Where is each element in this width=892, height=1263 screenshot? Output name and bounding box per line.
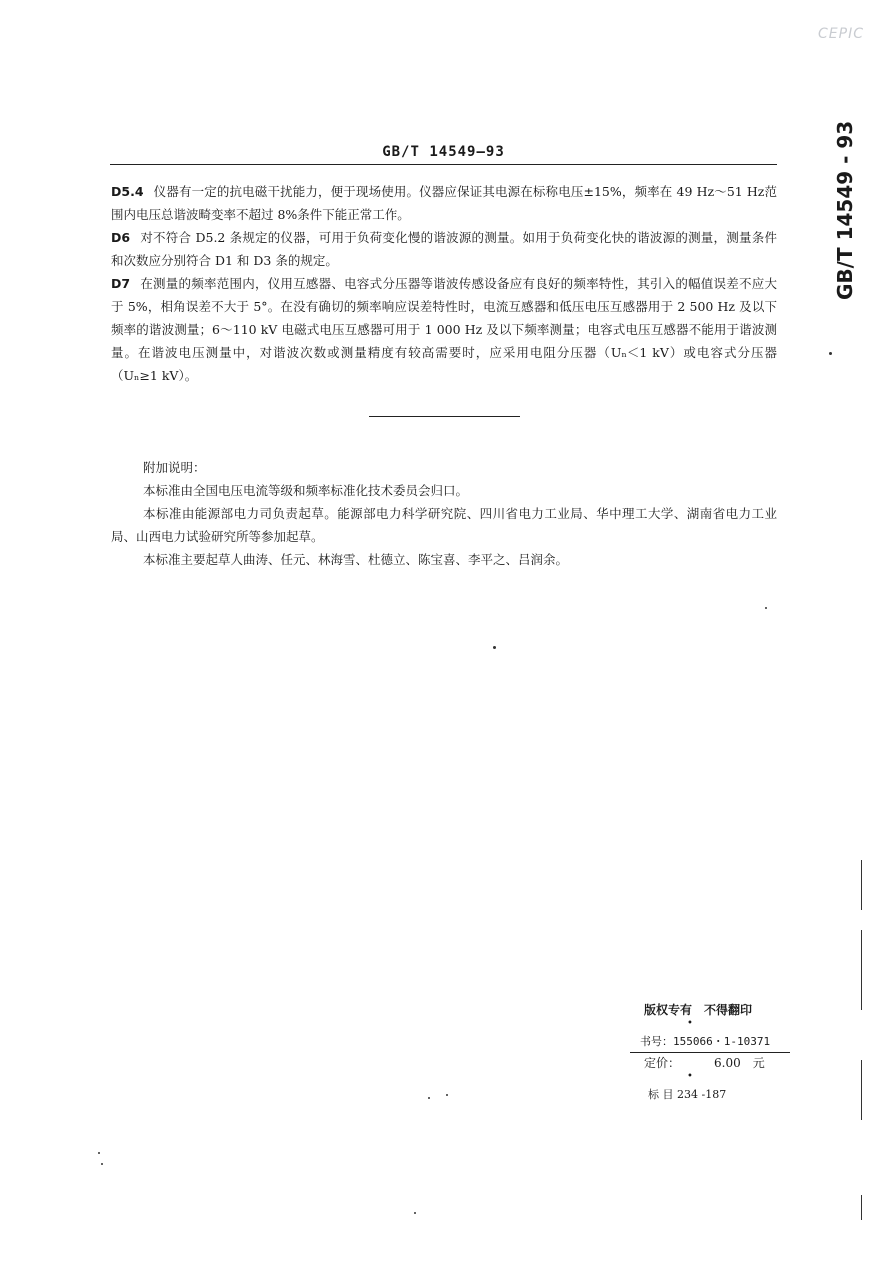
side-standard-label: GB/T 14549 - 93	[833, 120, 857, 300]
clause-text: 对不符合 D5.2 条规定的仪器，可用于负荷变化慢的谐波源的测量。如用于负荷变化快的谐波源的测量，测量条件和次数应分别符合 D1 和 D3 条的规定。	[111, 230, 777, 268]
clause-number: D7	[111, 276, 131, 291]
scan-edge-mark	[861, 860, 862, 910]
clause-text: 仪器有一定的抗电磁干扰能力，便于现场使用。仪器应保证其电源在标称电压±15%，频率在 49 Hz～51 Hz范围内电压总谐波畸变率不超过 8%条件下能正常工作。	[111, 184, 777, 222]
scan-speck	[414, 1212, 416, 1214]
scan-speck	[829, 352, 832, 355]
note-paragraph: 本标准主要起草人曲涛、任元、林海雪、杜德立、陈宝喜、李平之、吕润余。	[143, 552, 569, 567]
catalog-number: 标 目 234 -187	[648, 1088, 727, 1101]
clause-d6	[111, 226, 777, 272]
book-number: 书号：155066・1-10371	[630, 1032, 790, 1053]
separator-dot: •	[687, 1018, 693, 1029]
scan-speck	[493, 646, 496, 649]
scan-edge-mark	[861, 1195, 862, 1220]
clause-text: 在测量的频率范围内，仪用互感器、电容式分压器等谐波传感设备应有良好的频率特性，其引入的幅值误差不应大于 5%，相角误差不大于 5°。在没有确切的频率响应误差特性时，电流互感器和低压电压互感器用于 2 500 Hz 及以下频率的谐波测量；6～110 kV 电磁式电压互感器可用于 1 000 Hz 及以下频率测量；电容式电压互感器不能用于谐波测量。在谐波电压测量中，对谐波次数或测量精度有较高需要时，应采用电阻分压器（Uₙ＜1 kV）或电容式分压器（Uₙ≥1 kV）。	[111, 276, 777, 383]
scan-speck	[765, 607, 767, 609]
clause-number: D5.4	[111, 184, 144, 199]
clause-d7	[111, 272, 777, 387]
note-paragraph: 本标准由全国电压电流等级和频率标准化技术委员会归口。	[143, 483, 469, 498]
scan-edge-mark	[861, 1060, 862, 1120]
scan-speck	[101, 1163, 103, 1165]
page-header: GB/T 14549—93	[382, 144, 505, 160]
copyright-notice: 版权专有 不得翻印	[644, 1003, 753, 1017]
scan-speck	[98, 1152, 100, 1154]
price-value: 6.00 元	[714, 1056, 765, 1070]
note-paragraph: 本标准由能源部电力司负责起草。能源部电力科学研究院、四川省电力工业局、华中理工大学、湖南省电力工业局、山西电力试验研究所等参加起草。	[111, 506, 777, 544]
separator-dot: •	[687, 1071, 693, 1082]
section-end-rule	[369, 416, 520, 417]
price-label: 定价：	[644, 1056, 681, 1070]
publication-info	[630, 1000, 790, 1105]
clause-list	[111, 180, 777, 387]
watermark-logo: CEPIC	[818, 26, 864, 42]
clause-number: D6	[111, 230, 131, 245]
header-rule	[110, 164, 777, 165]
scan-speck	[446, 1094, 448, 1096]
scan-edge-mark	[861, 930, 862, 1010]
notes-title: 附加说明：	[143, 460, 206, 475]
additional-notes	[111, 456, 777, 571]
price-row	[630, 1053, 790, 1073]
scan-speck	[428, 1097, 430, 1099]
clause-d5-4	[111, 180, 777, 226]
